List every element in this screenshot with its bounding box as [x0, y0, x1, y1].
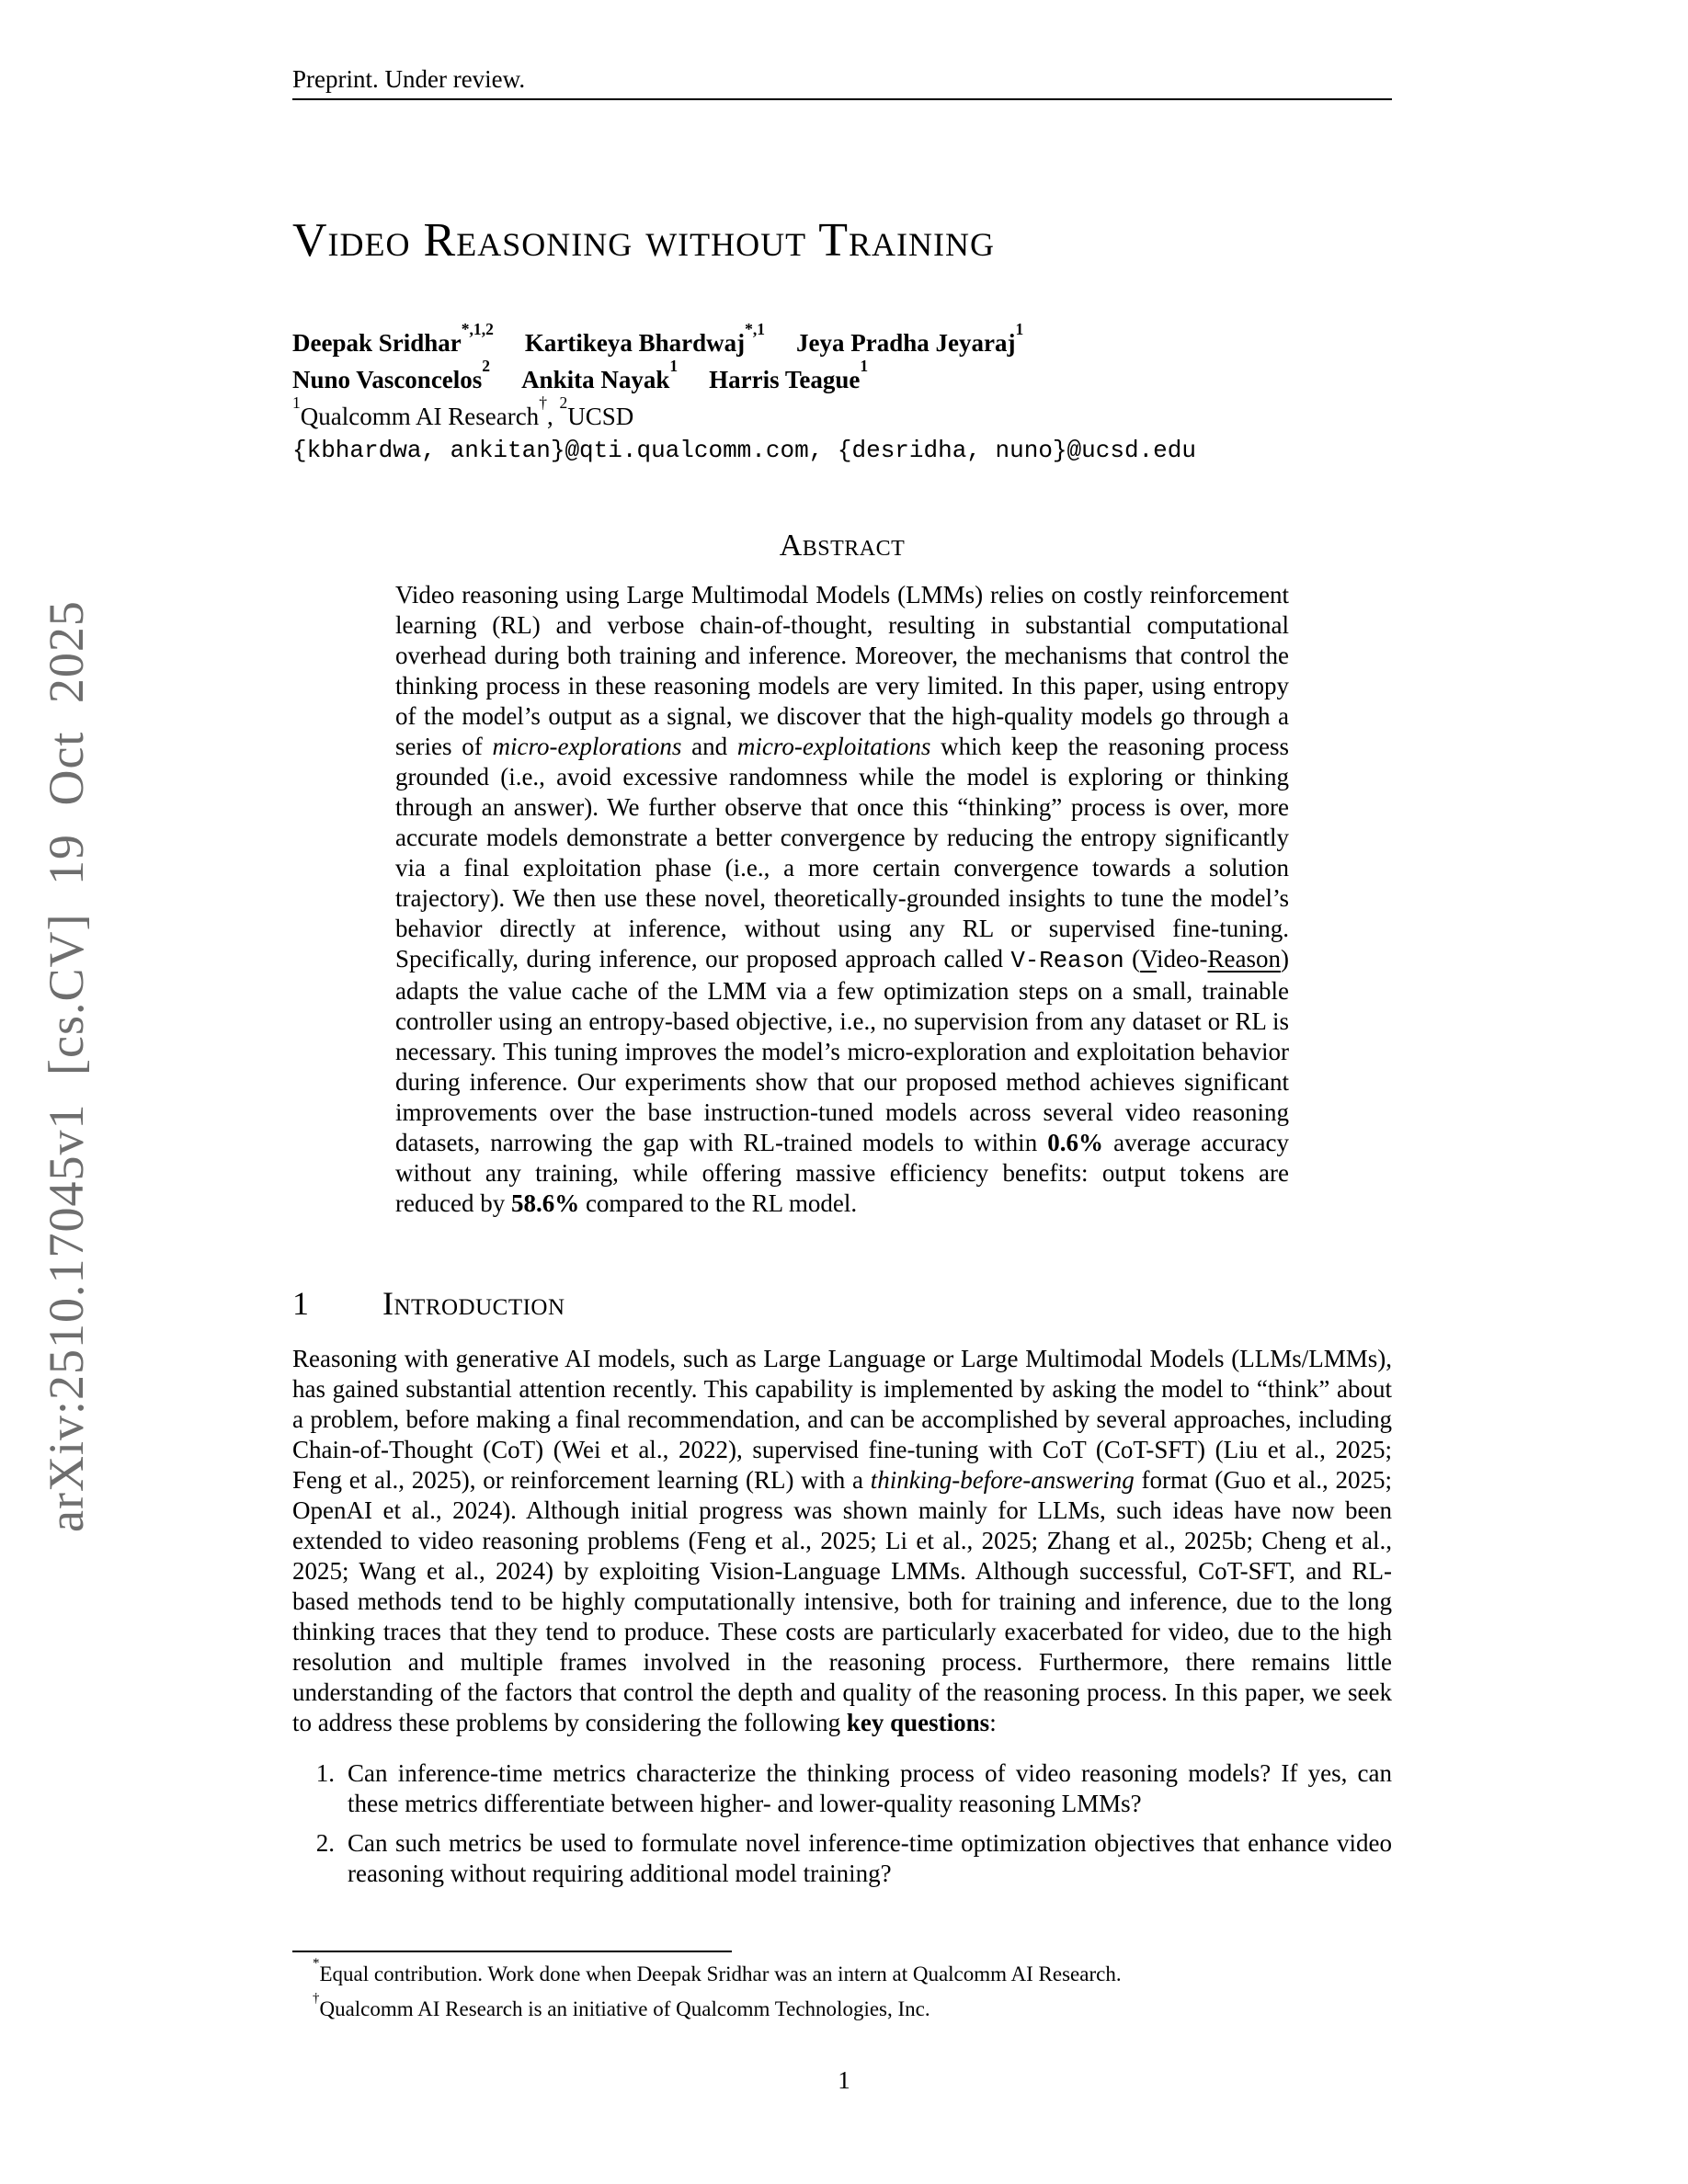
affiliation-superscript: 2: [559, 393, 568, 413]
page-content: [292, 0, 1392, 1898]
footnote-rule: [292, 1951, 732, 1952]
arxiv-stamp: arXiv:2510.17045v1 [cs.CV] 19 Oct 2025: [39, 600, 94, 1532]
underline-run: Reason: [1207, 945, 1281, 973]
author-superscript: 1: [1015, 320, 1024, 339]
text-run: format (Guo et al., 2025; OpenAI et al., 2024). Although initial progress was shown mainly for LLMs, such ideas have now been extended to video reasoning problems (Feng et al., 2025; Li et al., 2025; Zhang et al., 2025b; Cheng et al., 2025; Wang et al., 2024) by exploiting Vision-Language LMMs. Although successful, CoT-SFT, and RL-based methods tend to be highly computationally intensive, both for training and inference, due to the long thinking traces that they tend to produce. These costs are particularly exacerbated for video, due to the high resolution and multiple frames involved in the reasoning process. Furthermore, there remains little understanding of the factors that control the depth and quality of the reasoning process. In this paper, we seek to address these problems by considering the following: [292, 1466, 1392, 1736]
header-rule: [292, 98, 1392, 100]
introduction-paragraph: [292, 1344, 1392, 1738]
bold-run: key questions: [846, 1709, 990, 1736]
affiliation-superscript: 1: [292, 393, 301, 413]
text-run: and: [681, 733, 737, 760]
italic-run: micro-explorations: [492, 733, 682, 760]
abstract-text: [395, 580, 1289, 1219]
text-run: ) adapts the value cache of the LMM via a few optimization steps on a small, trainable controller using an entropy-based objective, i.e., no supervision from any dataset or RL is necessary. This tuning improves the model’s micro-exploration and exploitation behavior during inference. Our experiments show that our proposed method achieves significant improvements over the base instruction-tuned models across several video reasoning datasets, narrowing the gap with RL-trained models to within: [395, 945, 1289, 1156]
preprint-notice: Preprint. Under review.: [292, 65, 526, 93]
author-superscript: *,1,2: [461, 320, 494, 339]
paper-title: Video Reasoning without Training: [292, 214, 995, 267]
text-run: ideo-: [1157, 945, 1208, 973]
italic-run: micro-exploitations: [736, 733, 931, 760]
section-number: 1: [292, 1285, 309, 1322]
key-questions-list: [292, 1758, 1392, 1889]
author-line-1: [292, 320, 1392, 361]
list-item-number: 1.: [315, 1759, 335, 1787]
footnote-text: Qualcomm AI Research is an initiative of Qualcomm Technologies, Inc.: [319, 1997, 930, 2020]
affiliation-line: $^1$Qualcomm AI Research†, $^2$UCSD: [292, 393, 634, 430]
email-line: {kbhardwa, ankitan}@qti.qualcomm.com, {desridha, nuno}@ucsd.edu: [292, 437, 1196, 464]
text-run: (: [1123, 945, 1141, 973]
list-item: [292, 1758, 1392, 1819]
author-name: Nuno Vasconcelos$^2$: [292, 357, 491, 393]
author-name: Ankita Nayak$^1$: [521, 357, 679, 393]
bold-run: 0.6%: [1047, 1129, 1104, 1156]
text-run: compared to the RL model.: [579, 1189, 858, 1217]
footnote: [292, 1990, 1392, 2022]
author-line-2: [292, 357, 1392, 398]
footnote-marker: †: [313, 1990, 320, 2006]
dagger-superscript: †: [539, 393, 547, 413]
footnote-marker: *: [313, 1955, 320, 1971]
section-title: Introduction: [382, 1285, 565, 1322]
list-item: [292, 1828, 1392, 1889]
method-name-run: V-Reason: [1010, 948, 1124, 974]
list-item-text: Can inference-time metrics characterize the thinking process of video reasoning models? If yes, can these metrics differentiate between higher- and lower-quality reasoning LMMs?: [348, 1759, 1392, 1817]
footnote: [292, 1955, 1392, 1987]
author-name: Kartikeya Bhardwaj$^{*,1}$: [524, 320, 766, 357]
abstract-heading: Abstract: [779, 529, 906, 563]
author-name: Harris Teague$^1$: [709, 357, 869, 393]
underline-run: V: [1140, 945, 1158, 973]
author-superscript: 1: [669, 357, 679, 376]
section-heading-introduction: [292, 1283, 1392, 1324]
bold-run: 58.6%: [510, 1189, 580, 1217]
footnote-block: [292, 1951, 1392, 2022]
author-name: Jeya Pradha Jeyaraj$^1$: [796, 320, 1024, 357]
authors-block: [292, 320, 1392, 466]
text-run: which keep the reasoning process grounded (i.e., avoid excessive randomness while the model is exploring or thinking through an answer). We further observe that once this “thinking” process is over, more accurate models demonstrate a better convergence by reducing the entropy significantly via a final exploitation phase (i.e., a more certain convergence towards a solution trajectory). We then use these novel, theoretically-grounded insights to tune the model’s behavior directly at inference, without using any RL or supervised fine-tuning. Specifically, during inference, our proposed approach called: [395, 733, 1290, 973]
list-item-number: 2.: [315, 1829, 335, 1857]
page-number: 1: [838, 2066, 850, 2094]
text-run: average accuracy without any training, while offering massive efficiency benefits: output tokens are reduced by: [395, 1129, 1289, 1217]
footnote-text: Equal contribution. Work done when Deepak Sridhar was an intern at Qualcomm AI Research.: [319, 1962, 1122, 1985]
text-run: Reasoning with generative AI models, such as Large Language or Large Multimodal Models (LLMs/LMMs), has gained substantial attention recently. This capability is implemented by asking the model to “think” about a problem, before making a final recommendation, and can be accomplished by several approaches, including Chain-of-Thought (CoT) (Wei et al., 2022), supervised fine-tuning with CoT (CoT-SFT) (Liu et al., 2025; Feng et al., 2025), or reinforcement learning (RL) with a: [292, 1345, 1392, 1494]
author-superscript: *,1: [745, 320, 766, 339]
list-item-text: Can such metrics be used to formulate novel inference-time optimization objectives that enhance video reasoning without requiring additional model training?: [348, 1829, 1392, 1887]
author-superscript: 2: [482, 357, 491, 376]
author-superscript: 1: [860, 357, 869, 376]
italic-run: thinking-before-answering: [870, 1466, 1135, 1494]
author-name: Deepak Sridhar$^{*,1,2}$: [292, 320, 494, 357]
text-run: :: [989, 1709, 997, 1736]
text-run: Video reasoning using Large Multimodal Models (LMMs) relies on costly reinforcement learning (RL) and verbose chain-of-thought, resulting in substantial computational overhead during both training and inference. Moreover, the mechanisms that control the thinking process in these reasoning models are very limited. In this paper, using entropy of the model’s output as a signal, we discover that the high-quality models go through a series of: [395, 581, 1289, 760]
